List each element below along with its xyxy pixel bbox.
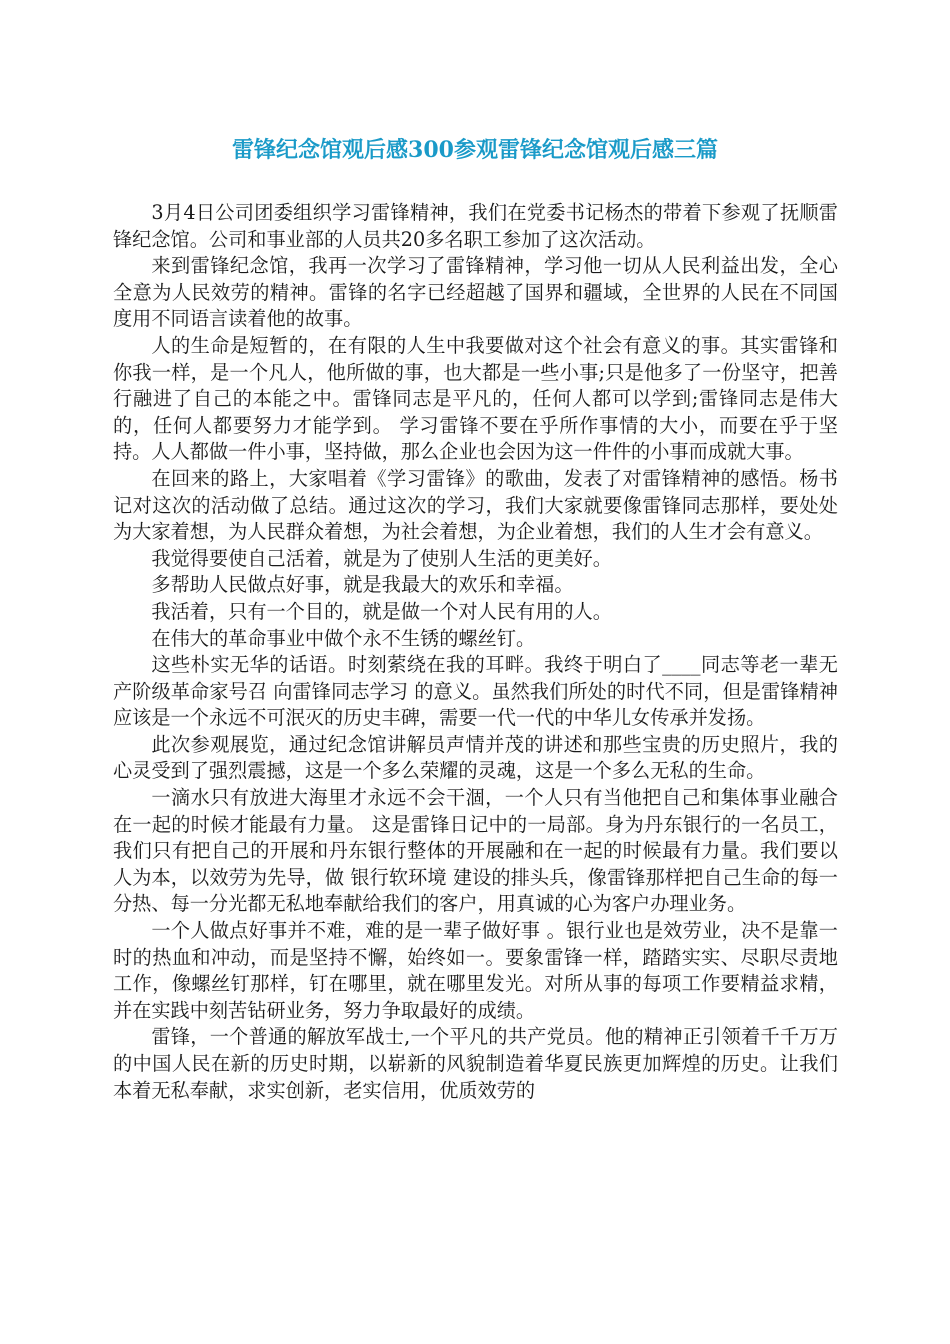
paragraph-9: 这些朴实无华的话语。时刻萦绕在我的耳畔。我终于明白了____同志等老一辈无产阶级革命家号召 向雷锋同志学习 的意义。虽然我们所处的时代不同，但是雷锋精神应该是一个永远不可泯灭的历史丰碑，需要一代一代的中华儿女传承并发扬。: [113, 653, 838, 730]
paragraph-2: 来到雷锋纪念馆，我再一次学习了雷锋精神，学习他一切从人民利益出发，全心全意为人民效劳的精神。雷锋的名字已经超越了国界和疆域，全世界的人民在不同国度用不同语言读着他的故事。: [113, 254, 838, 331]
paragraph-5: 我觉得要使自己活着，就是为了使别人生活的更美好。: [151, 546, 612, 570]
document-title: 雷锋纪念馆观后感300参观雷锋纪念馆观后感三篇: [232, 137, 718, 163]
paragraph-10: 此次参观展览，通过纪念馆讲解员声情并茂的讲述和那些宝贵的历史照片，我的心灵受到了强烈震撼，这是一个多么荣耀的灵魂，这是一个多么无私的生命。: [113, 732, 838, 783]
paragraph-12: 一个人做点好事并不难，难的是一辈子做好事 。银行业也是效劳业，决不是靠一时的热血和冲动，而是坚持不懈，始终如一。要象雷锋一样，踏踏实实、尽职尽责地工作，像螺丝钉那样，钉在哪里，就在哪里发光。对所从事的每项工作要精益求精，并在实践中刻苦钻研业务，努力争取最好的成绩。: [113, 919, 838, 1022]
paragraph-7: 我活着，只有一个目的，就是做一个对人民有用的人。: [151, 599, 612, 623]
paragraph-1: 3月4日公司团委组织学习雷锋精神，我们在党委书记杨杰的带着下参观了抚顺雷锋纪念馆。公司和事业部的人员共20多名职工参加了这次活动。: [113, 201, 838, 251]
paragraph-3: 人的生命是短暂的，在有限的人生中我要做对这个社会有意义的事。其实雷锋和你我一样，是一个凡人，他所做的事，也大都是一些小事;只是他多了一份坚守，把善行融进了自己的本能之中。雷锋同志是平凡的，任何人都可以学到;雷锋同志是伟大的，任何人都要努力才能学到。 学习雷锋不要在乎所作事情的大小，而要在乎于坚持。人人都做一件小事，坚持做，那么企业也会因为这一件件的小事而成就大事。: [113, 333, 838, 464]
paragraph-13: 雷锋，一个普通的解放军战士,一个平凡的共产党员。他的精神正引领着千千万万的中国人民在新的历史时期，以崭新的风貌制造着华夏民族更加辉煌的历史。让我们本着无私奉献，求实创新，老实信用，优质效劳的: [113, 1025, 838, 1102]
paragraph-4: 在回来的路上，大家唱着《学习雷锋》的歌曲，发表了对雷锋精神的感悟。杨书记对这次的活动做了总结。通过这次的学习，我们大家就要像雷锋同志那样，要处处为大家着想，为人民群众着想，为社会着想，为企业着想，我们的人生才会有意义。: [113, 466, 838, 544]
paragraph-6: 多帮助人民做点好事，就是我最大的欢乐和幸福。: [151, 573, 574, 597]
document-body: [113, 200, 838, 1104]
paragraph-8: 在伟大的革命事业中做个永不生锈的螺丝钉。: [151, 626, 536, 650]
paragraph-11: 一滴水只有放进大海里才永远不会干涸，一个人只有当他把自己和集体事业融合在一起的时候才能最有力量。 这是雷锋日记中的一局部。身为丹东银行的一名员工，我们只有把自己的开展和丹东银行整体的开展融和在一起的时候最有力量。我们要以人为本，以效劳为先导，做 银行软环境 建设的排头兵，像雷锋那样把自己生命的每一分热、每一分光都无私地奉献给我们的客户，用真诚的心为客户办理业务。: [113, 786, 838, 916]
